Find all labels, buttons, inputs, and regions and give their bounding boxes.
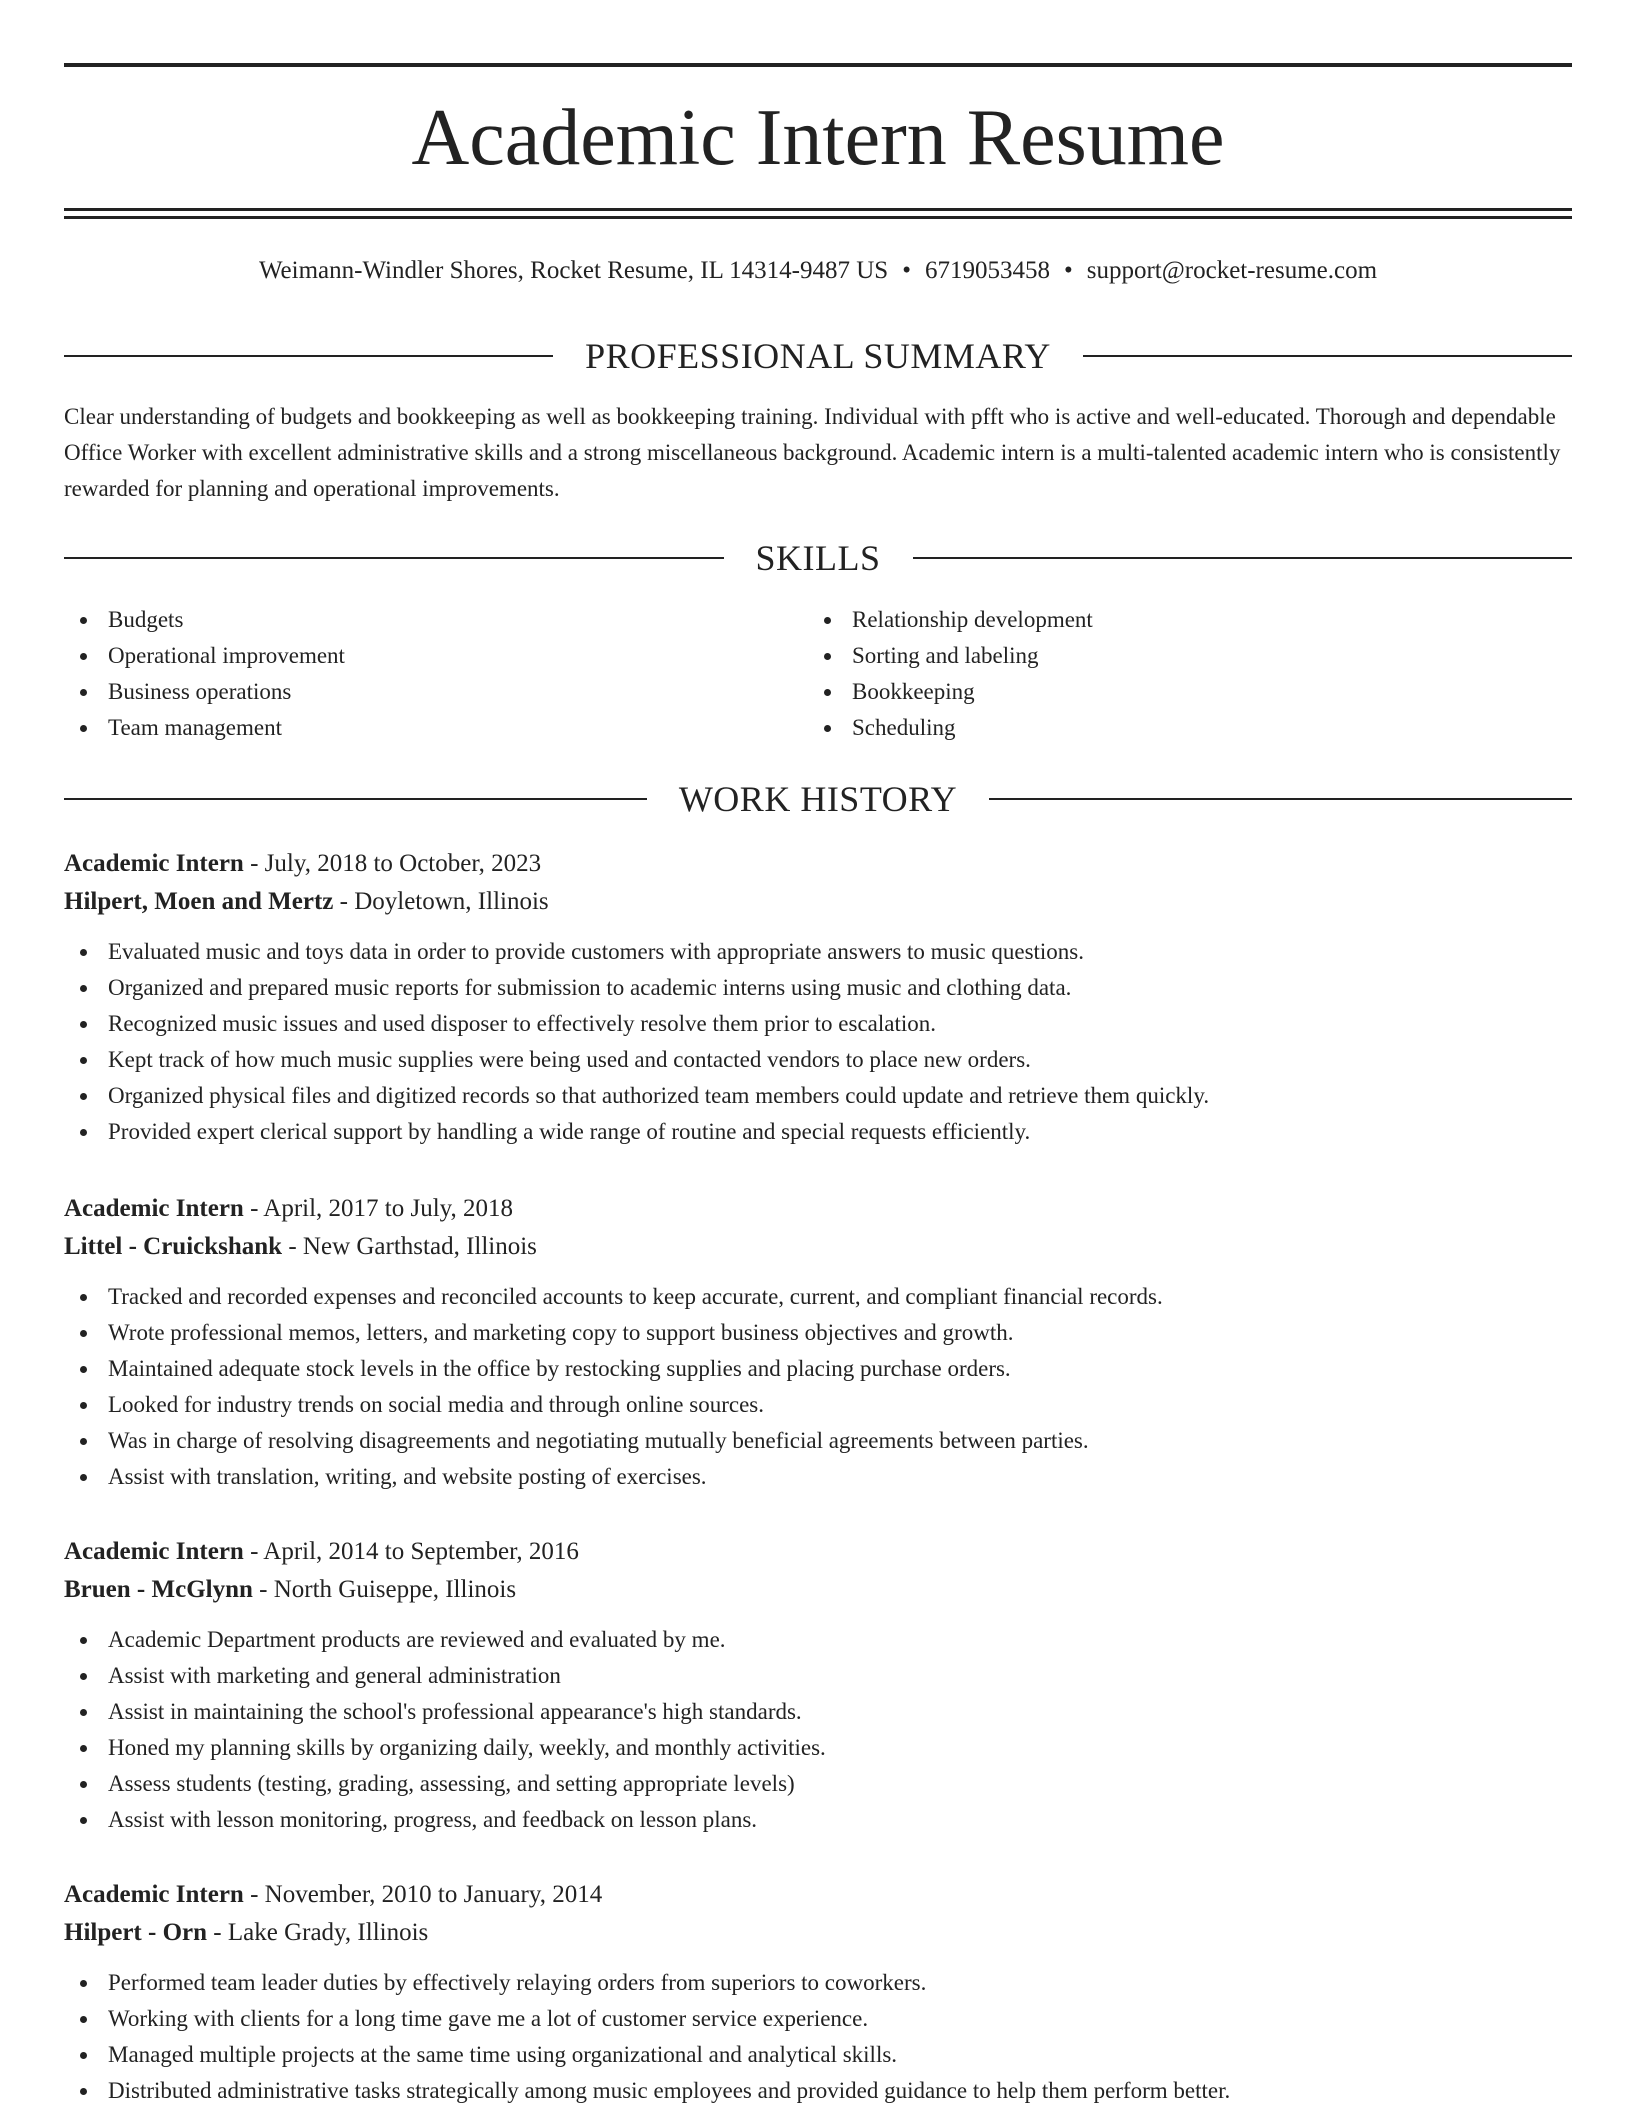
heading-rule-left — [64, 557, 724, 559]
job-title: Academic Intern — [64, 850, 244, 877]
job-title-line: Academic Intern - April, 2017 to July, 2018 — [64, 1195, 514, 1222]
job-duty: Academic Department products are reviewed and evaluated by me. — [64, 1622, 1572, 1658]
job-duty: Organized physical files and digitized records so that authorized team members could update and retrieve them quickly. — [64, 1078, 1572, 1114]
job-duty: Assist with translation, writing, and website posting of exercises. — [64, 1459, 1572, 1495]
skill-item: Team management — [64, 710, 808, 746]
work-entry — [64, 845, 1572, 1150]
job-duty: Looked for industry trends on social media and through online sources. — [64, 1387, 1572, 1423]
job-company-line: Hilpert - Orn - Lake Grady, Illinois — [64, 1919, 429, 1946]
work-history-heading — [64, 777, 1572, 821]
skill-item: Relationship development — [808, 602, 1552, 638]
job-company: Bruen - McGlynn — [64, 1576, 253, 1603]
contact-line — [64, 256, 1572, 286]
contact-phone: 6719053458 — [924, 257, 1050, 284]
job-title: Academic Intern — [64, 1195, 244, 1222]
job-duty: Honed my planning skills by organizing daily, weekly, and monthly activities. — [64, 1730, 1572, 1766]
job-dates: April, 2017 to July, 2018 — [263, 1195, 514, 1222]
top-rule — [64, 63, 1572, 67]
contact-address: Weimann-Windler Shores, Rocket Resume, IL 14314-9487 US — [258, 257, 889, 284]
job-title: Academic Intern — [64, 1538, 244, 1565]
heading-rule-right — [913, 557, 1573, 559]
job-title-line: Academic Intern - November, 2010 to January, 2014 — [64, 1881, 603, 1908]
skill-item: Budgets — [64, 602, 808, 638]
job-duty: Provided expert clerical support by handling a wide range of routine and special requests efficiently. — [64, 1114, 1572, 1150]
job-company-line: Bruen - McGlynn - North Guiseppe, Illinois — [64, 1576, 517, 1603]
job-duty: Assess students (testing, grading, assessing, and setting appropriate levels) — [64, 1766, 1572, 1802]
skill-item: Scheduling — [808, 710, 1552, 746]
job-company: Hilpert, Moen and Mertz — [64, 888, 334, 915]
job-dates: July, 2018 to October, 2023 — [264, 850, 542, 877]
skill-item: Business operations — [64, 674, 808, 710]
job-dates: November, 2010 to January, 2014 — [264, 1881, 603, 1908]
section-heading-label: PROFESSIONAL SUMMARY — [585, 336, 1051, 376]
job-duties-list — [64, 1279, 1572, 1495]
job-company-line: Hilpert, Moen and Mertz - Doyletown, Illinois — [64, 888, 549, 915]
job-location: North Guiseppe, Illinois — [273, 1576, 517, 1603]
work-entry — [64, 1533, 1572, 1838]
job-duty: Maintained adequate stock levels in the office by restocking supplies and placing purchase orders. — [64, 1351, 1572, 1387]
contact-email: support@rocket-resume.com — [1086, 257, 1378, 284]
job-duties-list — [64, 934, 1572, 1150]
job-location: Lake Grady, Illinois — [227, 1919, 429, 1946]
job-duty: Organized and prepared music reports for submission to academic interns using music and clothing data. — [64, 970, 1572, 1006]
job-duty: Assist with lesson monitoring, progress, and feedback on lesson plans. — [64, 1802, 1572, 1838]
work-entry — [64, 1876, 1572, 2109]
resume-title: Academic Intern Resume — [411, 94, 1225, 182]
job-duty: Distributed administrative tasks strategically among music employees and provided guidance to help them perform better. — [64, 2073, 1572, 2109]
heading-rule-left — [64, 355, 553, 357]
job-duty: Recognized music issues and used disposer to effectively resolve them prior to escalation. — [64, 1006, 1572, 1042]
skill-item: Bookkeeping — [808, 674, 1552, 710]
contact-separator: • — [902, 257, 911, 284]
job-duty: Assist in maintaining the school's professional appearance's high standards. — [64, 1694, 1572, 1730]
section-heading-label: SKILLS — [755, 538, 881, 578]
job-duty: Kept track of how much music supplies were being used and contacted vendors to place new orders. — [64, 1042, 1572, 1078]
skills-heading — [64, 536, 1572, 580]
professional-summary-text: Clear understanding of budgets and bookkeeping as well as bookkeeping training. Individual with pfft who is active and well-educated. Thorough and dependable Office Worker with excellent administrative skills and a strong miscellaneous background. Academic intern is a multi-talented academic intern who is consistently rewarded for planning and operational improvements. — [64, 404, 1561, 501]
contact-separator: • — [1063, 257, 1073, 284]
skills-list — [64, 602, 1572, 746]
skill-item: Sorting and labeling — [808, 638, 1552, 674]
job-dates: April, 2014 to September, 2016 — [263, 1538, 579, 1565]
job-duties-list — [64, 1965, 1572, 2109]
job-duty: Performed team leader duties by effectively relaying orders from superiors to coworkers. — [64, 1965, 1572, 2001]
job-duty: Tracked and recorded expenses and reconciled accounts to keep accurate, current, and compliant financial records. — [64, 1279, 1572, 1315]
job-duty: Managed multiple projects at the same time using organizational and analytical skills. — [64, 2037, 1572, 2073]
job-duties-list — [64, 1622, 1572, 1838]
skill-item: Operational improvement — [64, 638, 808, 674]
job-duty: Was in charge of resolving disagreements and negotiating mutually beneficial agreements between parties. — [64, 1423, 1572, 1459]
heading-rule-right — [1083, 355, 1572, 357]
job-duty: Evaluated music and toys data in order to provide customers with appropriate answers to music questions. — [64, 934, 1572, 970]
section-heading-label: WORK HISTORY — [678, 779, 958, 819]
job-company: Littel - Cruickshank — [64, 1233, 283, 1260]
title-double-rule-upper — [64, 208, 1572, 211]
job-title-line: Academic Intern - April, 2014 to September, 2016 — [64, 1538, 579, 1565]
job-duty: Assist with marketing and general administration — [64, 1658, 1572, 1694]
job-title: Academic Intern — [64, 1881, 244, 1908]
job-company: Hilpert - Orn — [64, 1919, 208, 1946]
job-title-line: Academic Intern - July, 2018 to October, 2023 — [64, 850, 542, 877]
job-location: New Garthstad, Illinois — [302, 1233, 537, 1260]
professional-summary-heading — [64, 334, 1572, 378]
job-company-line: Littel - Cruickshank - New Garthstad, Illinois — [64, 1233, 537, 1260]
job-duty: Wrote professional memos, letters, and marketing copy to support business objectives and growth. — [64, 1315, 1572, 1351]
heading-rule-right — [989, 798, 1572, 800]
title-double-rule-lower — [64, 216, 1572, 219]
job-location: Doyletown, Illinois — [354, 888, 549, 915]
heading-rule-left — [64, 798, 647, 800]
skills-column-left — [64, 602, 808, 746]
job-duty: Working with clients for a long time gave me a lot of customer service experience. — [64, 2001, 1572, 2037]
skills-column-right — [808, 602, 1552, 746]
work-entry — [64, 1190, 1572, 1495]
